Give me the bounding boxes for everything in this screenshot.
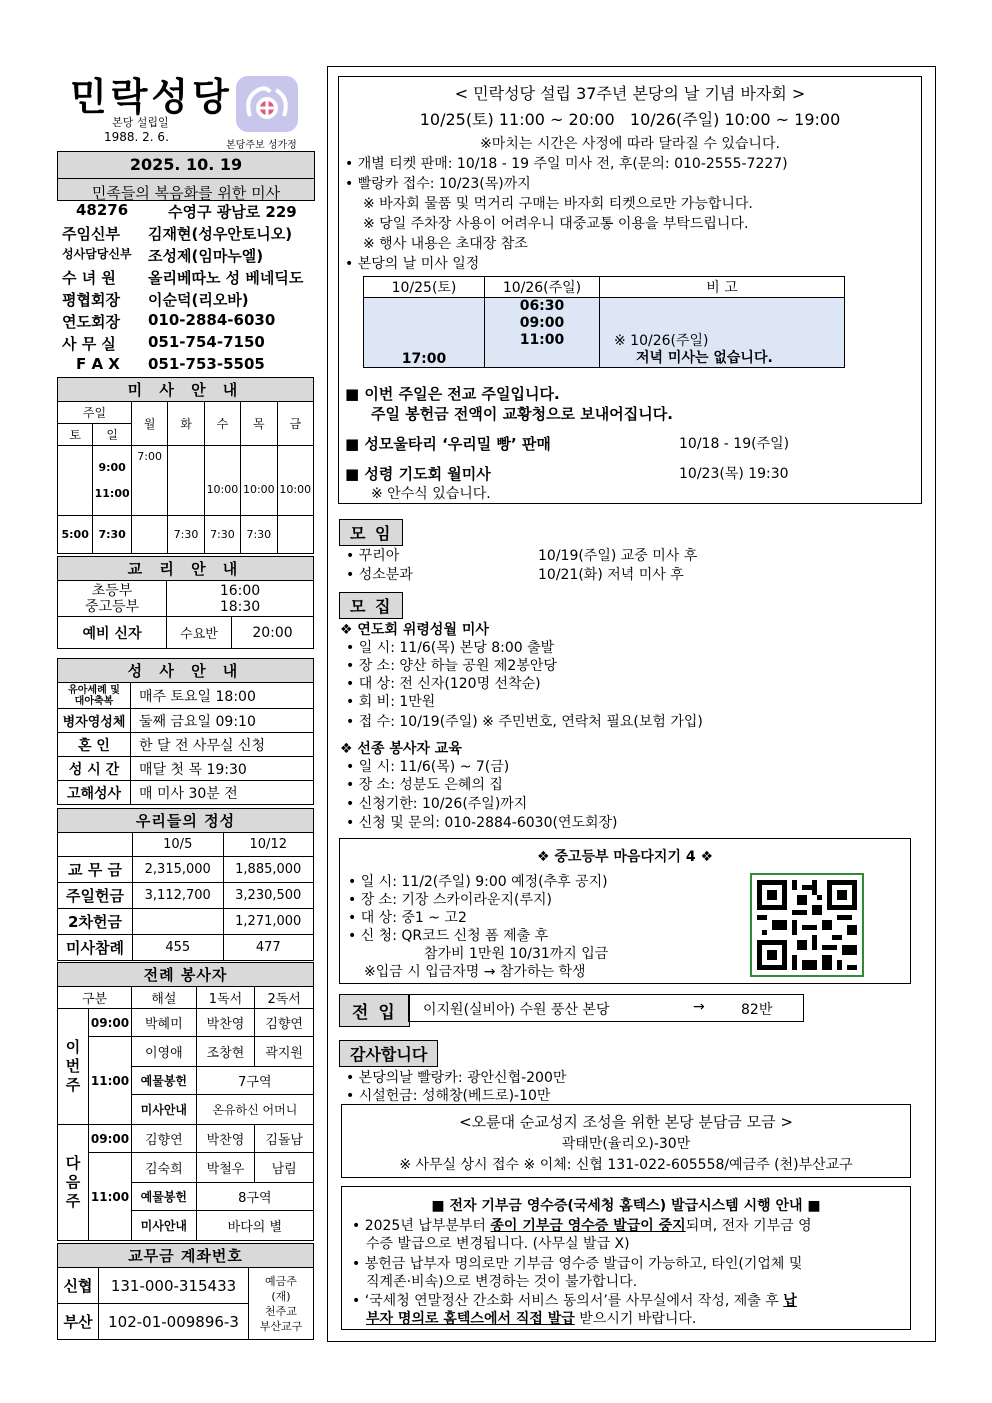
qr-code-icon[interactable] <box>750 873 864 977</box>
server-name: 김숙희 <box>132 1153 197 1183</box>
offering-table <box>57 808 314 961</box>
feast-sun-time: 09:00 <box>519 315 565 331</box>
servers-title: 전례 봉사자 <box>58 963 314 987</box>
transfer-tag: 전 입 <box>339 994 410 1027</box>
offering-value <box>133 909 224 935</box>
youth-line: • 대 상: 중1 ~ 고2 <box>348 910 467 926</box>
receipt-p3b: 받으시기 바랍니다. <box>574 1311 697 1327</box>
thu-1000: 10:00 <box>241 446 277 516</box>
info-row: 연도회장 010-2884-6030 <box>62 311 276 331</box>
servers-offer-label: 예물봉헌 <box>132 1067 197 1095</box>
receipt-p3 <box>352 1290 797 1310</box>
sacrament-value: 매달 첫 목 19:30 <box>131 757 314 781</box>
shrine-donor: 곽태만(율리오)-30만 <box>561 1136 691 1152</box>
fri-1000: 10:00 <box>277 446 313 516</box>
sacrament-label: 유아세례 및 <box>68 684 120 696</box>
transfer-text: 이지원(실비아) 수원 풍산 본당 <box>423 1002 610 1018</box>
recruit-line: • 회 비: 1만원 <box>346 694 436 710</box>
recruit-a-title: ❖ 연도회 위령성월 미사 <box>340 622 489 638</box>
account-bank: 부산 <box>58 1304 99 1340</box>
account-holder: 천주교 <box>265 1304 297 1318</box>
bazaar-line: ※ 바자회 물품 및 먹거리 구매는 바자회 티켓으로만 가능합니다. <box>363 196 753 212</box>
bazaar-line: • 개별 티켓 판매: 10/18 - 19 주일 미사 전, 후(문의: 010-2555-7227) <box>345 156 788 172</box>
catechism-pre-day: 수요반 <box>167 617 232 649</box>
receipt-box <box>341 1186 911 1330</box>
info-list <box>62 201 314 377</box>
bazaar-line: • 빨랑카 접수: 10/23(목)까지 <box>345 176 531 192</box>
receipt-p1a: • 2025년 납부분부터 <box>352 1218 491 1234</box>
sacrament-label: 병자영성체 <box>58 709 131 733</box>
servers-h-2: 1독서 <box>196 987 255 1009</box>
servers-nw-900: 09:00 <box>89 1125 132 1153</box>
transfer-dest: 82반 <box>741 1002 773 1018</box>
servers-guide: 온유하신 어머니 <box>196 1095 313 1125</box>
feast-mass-table <box>363 276 845 368</box>
servers-nw-1100: 11:00 <box>89 1153 132 1241</box>
transfer-arrow: → <box>693 999 705 1015</box>
feast-th3: 비 고 <box>600 277 845 298</box>
offering-value: 3,112,700 <box>133 883 224 909</box>
sat-500: 5:00 <box>58 516 93 554</box>
feast-note: ※ 10/26(주일) <box>614 333 709 349</box>
recruit-line: • 일 시: 11/6(목) 본당 8:00 출발 <box>346 640 555 656</box>
servers-h-1: 해설 <box>132 987 197 1009</box>
sun-1100: 11:00 <box>94 486 130 500</box>
recruit-line: • 장 소: 성분도 은혜의 집 <box>346 777 503 793</box>
info-row: 사 무 실 051-754-7150 <box>62 333 265 353</box>
servers-tw-1100: 11:00 <box>89 1037 132 1125</box>
day-wed: 수 <box>204 402 240 446</box>
recruit-line: • 대 상: 전 신자(120명 선착순) <box>346 676 541 692</box>
recruit-line: • 접 수: 10/19(주일) ※ 주민번호, 연락처 필요(보험 가입) <box>346 714 703 730</box>
thanks-line: • 본당의날 빨랑카: 광안신협-200만 <box>346 1070 567 1086</box>
recruit-b-title: ❖ 선종 봉사자 교육 <box>340 741 462 757</box>
servers-guide-label: 미사안내 <box>132 1095 197 1125</box>
qr-pattern-icon <box>752 875 862 975</box>
recruit-line: • 신청 및 문의: 010-2884-6030(연도회장) <box>346 815 618 831</box>
recruit-tag: 모 집 <box>339 592 403 619</box>
account-number: 131-000-315433 <box>99 1268 249 1304</box>
thu-730: 7:30 <box>241 516 277 554</box>
servers-offer: 7구역 <box>196 1067 313 1095</box>
recruit-line: • 신청기한: 10/26(주일)까지 <box>346 796 528 812</box>
bazaar-dates: 10/25(토) 11:00 ~ 20:00 10/26(주일) 10:00 ~ 19:00 <box>419 110 841 129</box>
youth-line: • 장 소: 기장 스카이라운지(루지) <box>348 892 552 908</box>
notice-mission-sub: 주일 봉헌금 전액이 교황청으로 보내어집니다. <box>371 405 673 423</box>
server-name: 남림 <box>255 1153 314 1183</box>
bazaar-line: • 본당의 날 미사 일정 <box>345 256 480 272</box>
receipt-p3-2 <box>366 1308 696 1328</box>
meeting-name: • 꾸리아 <box>346 548 400 564</box>
shrine-title: <오륜대 순교성지 조성을 위한 본당 분담금 모금 > <box>459 1113 793 1131</box>
youth-line: • 신 청: QR코드 신청 폼 제출 후 <box>348 928 549 944</box>
server-name: 김돌남 <box>255 1125 314 1153</box>
sacrament-value: 둘째 금요일 09:10 <box>131 709 314 733</box>
server-name: 이영애 <box>132 1037 197 1067</box>
offering-label: 2차헌금 <box>58 909 133 935</box>
catechism-elem: 초등부 <box>91 582 133 599</box>
wed-1000: 10:00 <box>204 446 240 516</box>
sacrament-value: 매 미사 30분 전 <box>131 781 314 805</box>
day-sun: 일 <box>93 424 132 446</box>
thanks-tag: 감사합니다 <box>339 1040 438 1067</box>
notice-mission: ■ 이번 주일은 전교 주일입니다. <box>345 385 560 403</box>
account-number: 102-01-009896-3 <box>99 1304 249 1340</box>
account-holder: (재) <box>271 1289 291 1303</box>
day-thu: 목 <box>241 402 277 446</box>
transfer-box <box>408 994 804 1022</box>
info-row: 주임신부 김재현(성우안토니오) <box>62 225 293 243</box>
youth-line: ※입금 시 입금자명 → 참가하는 학생 <box>364 964 586 980</box>
offering-label: 주일헌금 <box>58 883 133 909</box>
receipt-p2a: • 봉헌금 납부자 명의로만 기부금 영수증 발급이 가능하고, 타인(기업체 및 <box>352 1256 803 1272</box>
meeting-tag: 모 임 <box>339 519 403 546</box>
catechism-mid: 중고등부 <box>84 598 140 615</box>
servers-h-group: 구분 <box>58 987 132 1009</box>
offering-value: 3,230,500 <box>223 883 314 909</box>
mass-name: 민족들의 복음화를 위한 미사 <box>58 178 314 203</box>
sun-900: 9:00 <box>98 460 126 474</box>
youth-line: • 일 시: 11/2(주일) 9:00 예정(추후 공지) <box>348 874 608 890</box>
receipt-p1b: 되며, 전자 기부금 영 <box>685 1218 812 1234</box>
server-name: 박찬영 <box>196 1125 255 1153</box>
notice-prayer-note: ※ 안수식 있습니다. <box>371 486 491 502</box>
youth-box <box>339 838 911 984</box>
info-row: 평협회장 이순덕(리오바) <box>62 291 249 309</box>
server-name: 김향연 <box>132 1125 197 1153</box>
parish-logo <box>236 76 298 132</box>
meeting-when: 10/21(화) 저녁 미사 후 <box>538 567 684 583</box>
parish-title: 민락성당 <box>70 74 233 119</box>
sacrament-label: 고해성사 <box>58 781 131 805</box>
server-name: 김향연 <box>255 1009 314 1037</box>
offering-value: 477 <box>223 935 314 961</box>
meeting-when: 10/19(주일) 교중 미사 후 <box>538 548 698 564</box>
day-mon: 월 <box>131 402 167 446</box>
offering-title: 우리들의 정성 <box>58 809 314 833</box>
servers-tw-900: 09:00 <box>89 1009 132 1037</box>
sacrament-label: 성 시 간 <box>58 757 131 781</box>
receipt-p1c: 수증 발급으로 변경됩니다. (사무실 발급 X) <box>366 1236 630 1252</box>
catechism-pre-time: 20:00 <box>232 617 314 649</box>
day-sat: 토 <box>58 424 93 446</box>
founded-label: 본당 설립일 <box>112 116 169 129</box>
info-row: F A X 051-753-5505 <box>76 355 265 373</box>
notice-prayer-date: 10/23(목) 19:30 <box>679 466 789 482</box>
recruit-line: • 장 소: 양산 하늘 공원 제2봉안당 <box>346 658 557 674</box>
sacrament-table <box>57 658 314 805</box>
servers-guide-label: 미사안내 <box>132 1211 197 1241</box>
shrine-box <box>341 1104 911 1178</box>
youth-title: ❖ 중고등부 마음다지기 4 ❖ <box>536 849 714 865</box>
feast-sun-time: 06:30 <box>519 298 565 314</box>
receipt-p3u2: 부자 명의로 홈텍스에서 직접 발급 <box>366 1311 575 1327</box>
server-name: 박혜미 <box>132 1009 197 1037</box>
receipt-p3u1: 납 <box>783 1293 797 1309</box>
info-row: 48276 수영구 광남로 229 <box>76 201 297 221</box>
account-holder: 부산교구 <box>259 1319 303 1333</box>
feast-note: 저녁 미사는 없습니다. <box>636 350 773 366</box>
feast-th1: 10/25(토) <box>364 277 485 298</box>
thanks-line: • 시설헌금: 성해창(베드로)-10만 <box>346 1088 551 1104</box>
tue-730: 7:30 <box>168 516 204 554</box>
offering-col1: 10/5 <box>133 833 224 857</box>
offering-value: 2,315,000 <box>133 857 224 883</box>
mass-schedule <box>57 377 314 554</box>
accounts-title: 교무금 계좌번호 <box>58 1244 314 1268</box>
server-name: 박찬영 <box>196 1009 255 1037</box>
notice-prayer: ■ 성령 기도회 월미사 <box>345 465 491 483</box>
accounts-table <box>57 1243 314 1340</box>
catechism-pre: 예비 신자 <box>58 617 167 649</box>
catechism-elem-time: 16:00 <box>219 582 261 599</box>
offering-col2: 10/12 <box>223 833 314 857</box>
server-name: 조창현 <box>196 1037 255 1067</box>
account-holder: 예금주 <box>265 1274 297 1288</box>
info-row: 수 녀 원 올리베따노 성 베네딕도 <box>62 269 304 287</box>
offering-label: 미사참례 <box>58 935 133 961</box>
bulletin-date: 2025. 10. 19 <box>129 155 243 174</box>
feast-sat-time: 17:00 <box>364 298 485 368</box>
servers-this-week: 이 번 주 <box>65 1038 81 1094</box>
feast-th2: 10/26(주일) <box>485 277 600 298</box>
sacrament-label: 혼 인 <box>58 733 131 757</box>
servers-next-week: 다 음 주 <box>65 1154 81 1210</box>
bazaar-box <box>338 76 922 504</box>
servers-h-3: 2독서 <box>255 987 314 1009</box>
day-tue: 화 <box>168 402 204 446</box>
offering-value: 455 <box>133 935 224 961</box>
servers-offer: 8구역 <box>196 1183 313 1211</box>
receipt-p2b: 직계존·비속)으로 변경하는 것이 불가합니다. <box>366 1274 638 1290</box>
sacrament-label-2: 대아축복 <box>74 695 114 707</box>
sacrament-value: 한 달 전 사무실 신청 <box>131 733 314 757</box>
catechism-title: 교 리 안 내 <box>58 557 314 581</box>
founded-date: 1988. 2. 6. <box>104 130 169 144</box>
wed-730: 7:30 <box>204 516 240 554</box>
mass-title: 미 사 안 내 <box>58 378 314 402</box>
server-name: 박철우 <box>196 1153 255 1183</box>
feast-sun-time: 11:00 <box>519 332 565 348</box>
receipt-p1u: 종이 기부금 영수증 발급이 중지 <box>490 1218 686 1234</box>
notice-bread-date: 10/18 - 19(주일) <box>679 436 790 452</box>
receipt-title: ■ 전자 기부금 영수증(국세청 홈텍스) 발급시스템 시행 안내 ■ <box>431 1198 821 1214</box>
receipt-p3a: • ‘국세청 연말정산 간소화 서비스 동의서’를 사무실에서 작성, 제출 후 <box>352 1293 784 1309</box>
catechism-mid-time: 18:30 <box>219 598 261 615</box>
server-name: 곽지원 <box>255 1037 314 1067</box>
sun-730: 7:30 <box>93 516 132 554</box>
bazaar-line: ※ 당일 주차장 사용이 어려우니 대중교통 이용을 부탁드립니다. <box>363 216 749 232</box>
sacrament-title: 성 사 안 내 <box>58 659 314 683</box>
offering-value: 1,885,000 <box>223 857 314 883</box>
account-bank: 신협 <box>58 1268 99 1304</box>
mon-700: 7:00 <box>131 446 167 516</box>
servers-offer-label: 예물봉헌 <box>132 1183 197 1211</box>
bazaar-note: ※마치는 시간은 사정에 따라 달라질 수 있습니다. <box>480 136 780 152</box>
notice-bread: ■ 성모울타리 ‘우리밀 빵’ 판매 <box>345 435 551 453</box>
offering-label: 교 무 금 <box>58 857 133 883</box>
date-box <box>57 151 315 201</box>
bazaar-title: < 민락성당 설립 37주년 본당의 날 기념 바자회 > <box>454 84 806 103</box>
catechism-table <box>57 556 314 649</box>
day-fri: 금 <box>277 402 313 446</box>
servers-table <box>57 962 314 1241</box>
bazaar-line: ※ 행사 내용은 초대장 참조 <box>363 236 528 252</box>
sacrament-value: 매주 토요일 18:00 <box>131 683 314 709</box>
receipt-p1 <box>352 1215 812 1235</box>
meeting-name: • 성소분과 <box>346 567 413 583</box>
recruit-line: • 일 시: 11/6(목) ~ 7(금) <box>346 759 510 775</box>
servers-guide: 바다의 별 <box>196 1211 313 1241</box>
holy-family-logo-icon <box>236 76 298 132</box>
info-row: 성사담당신부 조성제(임마누엘) <box>62 247 264 265</box>
youth-line: 참가비 1만원 10/31까지 입금 <box>424 946 609 962</box>
patron-label: 본당주보 성가정 <box>226 140 297 151</box>
shrine-note: ※ 사무실 상시 접수 ※ 이체: 신협 131-022-605558/예금주 (천)부산교구 <box>399 1157 853 1173</box>
sunday-header: 주일 <box>58 402 132 424</box>
offering-value: 1,271,000 <box>223 909 314 935</box>
